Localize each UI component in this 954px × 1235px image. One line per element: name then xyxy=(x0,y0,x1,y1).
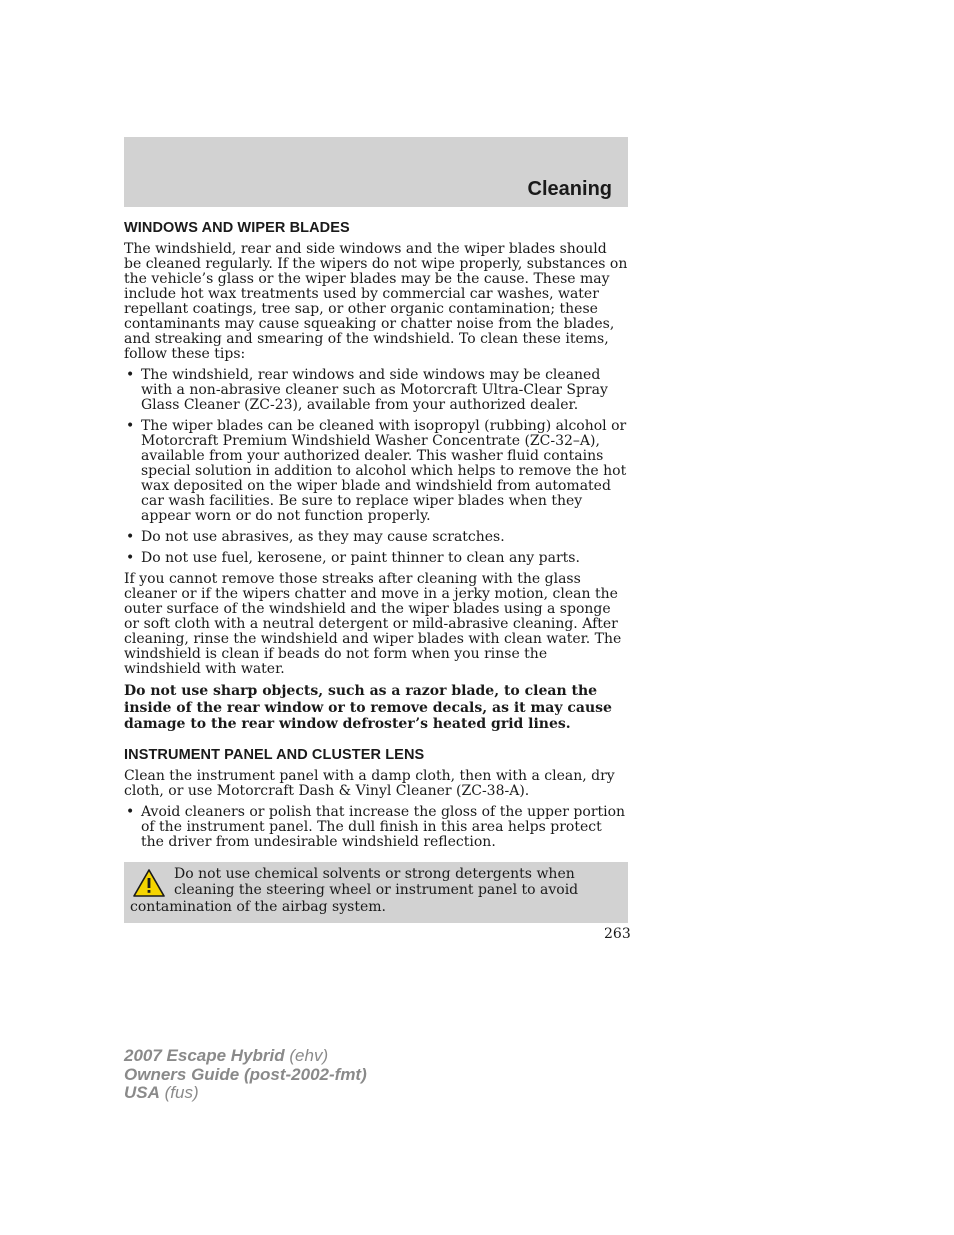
bullet-icon: • xyxy=(126,367,135,383)
warning-box xyxy=(124,862,628,924)
footer-model: 2007 Escape Hybrid xyxy=(124,1046,285,1065)
footer-line-3 xyxy=(124,1084,367,1103)
heading-windows-wiper-blades: WINDOWS AND WIPER BLADES xyxy=(124,220,350,236)
page-content xyxy=(124,220,628,923)
bullet-icon: • xyxy=(126,550,135,566)
warning-triangle-icon xyxy=(132,868,166,898)
instrument-intro-paragraph: Clean the instrument panel with a damp cloth, then with a clean, dry cloth, or use Motorcraft Dash & Vinyl Cleaner (ZC-38-A). xyxy=(124,767,615,799)
bullet-icon: • xyxy=(126,803,135,820)
list-item xyxy=(124,419,628,524)
list-item-text: The windshield, rear windows and side windows may be cleaned with a non-abrasive cleaner such as Motorcraft Ultra-Clear Spray Glass Cleaner (ZC-23), available from your authorized dealer. xyxy=(141,367,608,413)
windows-tips-list xyxy=(124,368,628,566)
list-item xyxy=(124,551,628,566)
footer-guide: Owners Guide (post-2002-fmt) xyxy=(124,1064,367,1084)
footer-line-1 xyxy=(124,1047,367,1066)
windows-caution-paragraph: Do not use sharp objects, such as a razor blade, to clean the inside of the rear window or to remove decals, as it may cause damage to the rear window defroster’s heated grid lines. xyxy=(124,683,612,732)
section-title: Cleaning xyxy=(527,178,612,200)
warning-text: Do not use chemical solvents or strong detergents when cleaning the steering wheel or instrument panel to avoid contamination of the airbag system. xyxy=(130,865,579,915)
bullet-icon: • xyxy=(126,418,135,434)
list-item-text: Do not use fuel, kerosene, or paint thinner to clean any parts. xyxy=(141,550,580,566)
list-item xyxy=(124,530,628,545)
bullet-icon: • xyxy=(126,529,135,545)
section-header-band xyxy=(124,137,628,207)
footer-market: USA xyxy=(124,1083,160,1102)
list-item-text: Avoid cleaners or polish that increase the gloss of the upper portion of the instrument panel. The dull finish in this area helps protect the driver from undesirable windshield reflection. xyxy=(141,803,626,850)
footer-model-code: (ehv) xyxy=(284,1046,329,1065)
windows-intro-paragraph: The windshield, rear and side windows and the wiper blades should be cleaned regularly. If the wipers do not wipe properly, substances on the vehicle’s glass or the wiper blades may be the cause. These may include hot wax treatments used by commercial car washes, water repellant coatings, tree sap, or other organic contamination; these contaminants may cause squeaking or chatter noise from the blades, and streaking and smearing of the windshield. To clean these items, follow these tips: xyxy=(124,241,628,362)
list-item-text: Do not use abrasives, as they may cause scratches. xyxy=(141,529,505,545)
instrument-tips-list xyxy=(124,805,628,850)
footer-market-code: (fus) xyxy=(159,1083,199,1102)
document-footer xyxy=(124,1047,367,1103)
page-number: 263 xyxy=(604,926,631,942)
heading-instrument-panel: INSTRUMENT PANEL AND CLUSTER LENS xyxy=(124,746,425,763)
list-item-text: The wiper blades can be cleaned with isopropyl (rubbing) alcohol or Motorcraft Premium Windshield Washer Concentrate (ZC-32–A), available from your authorized dealer. This washer fluid contains special solution in addition to alcohol which helps to remove the hot wax deposited on the wiper blade and windshield from automated car wash facilities. Be sure to replace wiper blades when they appear worn or do not function properly. xyxy=(141,418,627,524)
footer-line-2 xyxy=(124,1066,367,1085)
list-item xyxy=(124,805,628,850)
list-item xyxy=(124,368,628,413)
windows-followup-paragraph: If you cannot remove those streaks after cleaning with the glass cleaner or if the wipers chatter and move in a jerky motion, clean the outer surface of the windshield and the wiper blades using a sponge or soft cloth with a neutral detergent or mild-abrasive cleaning. After cleaning, rinse the windshield and wiper blades with clean water. The windshield is clean if beads do not form when you rinse the windshield with water. xyxy=(124,571,622,677)
